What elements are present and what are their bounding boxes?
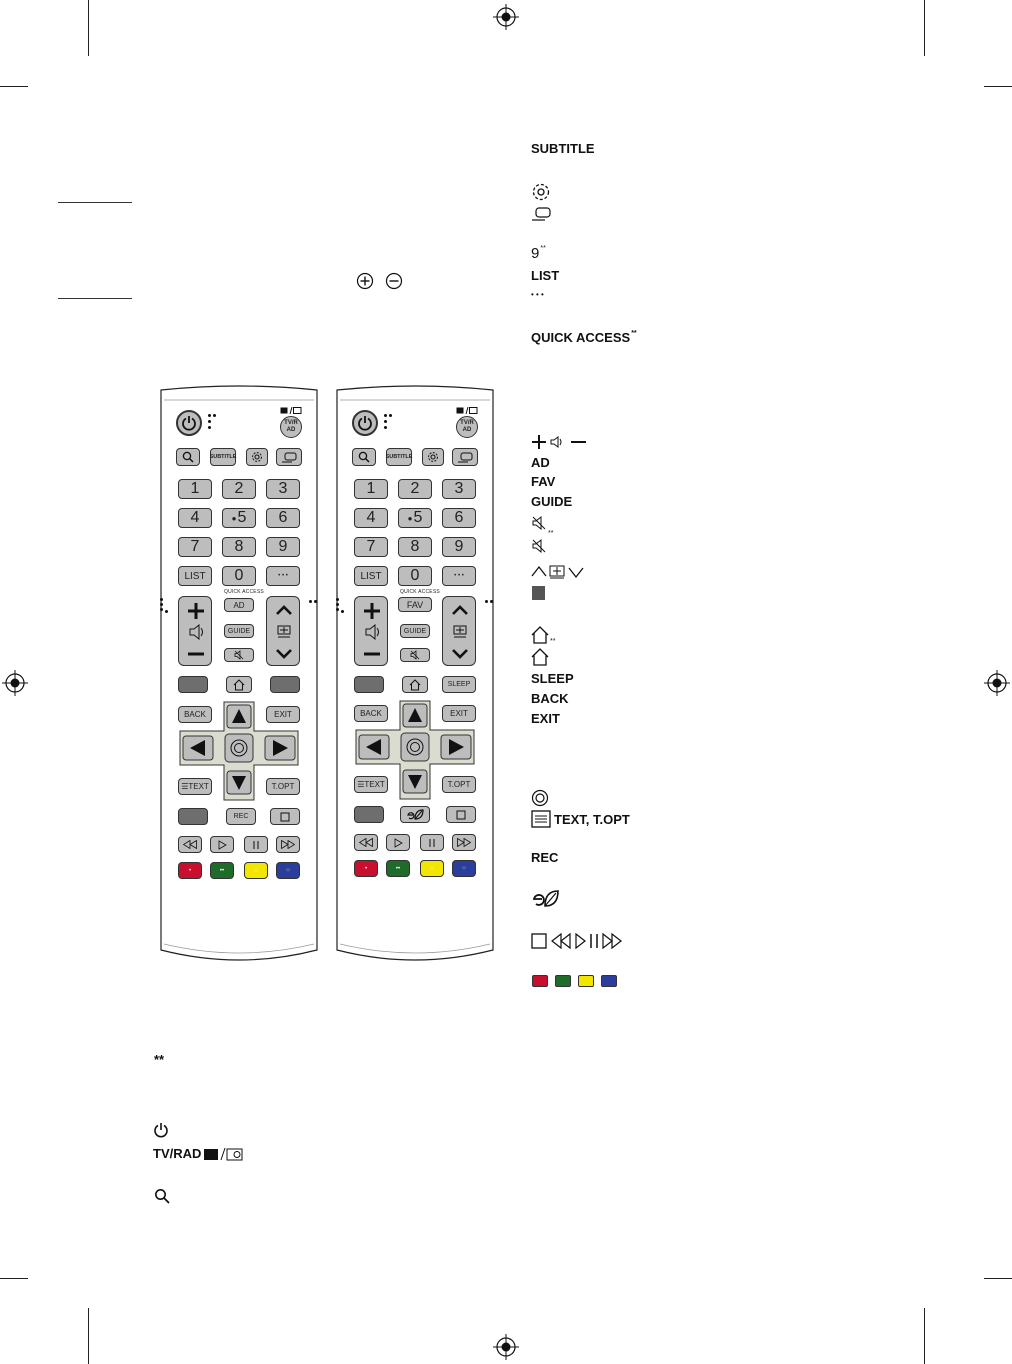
blue-button[interactable]: ⁘ — [276, 862, 300, 879]
digit-6-button[interactable]: 6 — [442, 508, 476, 528]
play-button[interactable] — [386, 834, 410, 851]
registration-mark-icon — [493, 1334, 519, 1360]
tv-radio-icon — [456, 406, 478, 415]
play-icon — [218, 840, 227, 850]
power-icon — [181, 415, 197, 431]
digit-5-button[interactable]: ● 5 — [222, 508, 256, 528]
legend-ad: AD — [531, 455, 550, 470]
input-icon — [281, 452, 297, 463]
digit-2-button[interactable]: 2 — [222, 479, 256, 499]
digit-9-button[interactable]: 9 — [266, 537, 300, 557]
text-button[interactable]: ☰ TEXT — [354, 776, 388, 793]
rewind-button[interactable] — [354, 834, 378, 851]
digit-1-button[interactable]: 1 — [178, 479, 212, 499]
legend-text-topt: TEXT, T.OPT — [531, 810, 630, 828]
crop-mark — [984, 1278, 1012, 1279]
digit-0-button[interactable]: 0 — [222, 566, 256, 586]
legend-dots: • • • — [531, 290, 544, 299]
quick-access-label: QUICK ACCESS — [224, 589, 264, 595]
guide-button[interactable]: GUIDE — [400, 624, 430, 638]
digit-9-button[interactable]: 9 — [442, 537, 476, 557]
sleep-button[interactable]: SLEEP — [442, 676, 476, 693]
pause-button[interactable] — [420, 834, 444, 851]
voice-dot — [213, 414, 216, 417]
remote-control-b — [334, 384, 496, 962]
divider — [58, 202, 132, 203]
legend-blue-key — [601, 975, 617, 987]
mute-icon — [234, 650, 244, 660]
search-icon — [154, 1188, 170, 1204]
subtitle-label: SUBTITLE — [209, 454, 237, 460]
input-icon — [457, 452, 473, 463]
digit-4-button[interactable]: 4 — [178, 508, 212, 528]
voice-dot — [208, 414, 211, 417]
mute-icon — [410, 650, 420, 660]
fast-forward-button[interactable] — [276, 836, 300, 853]
search-icon — [182, 451, 194, 463]
legend-fav: FAV — [531, 474, 556, 489]
energy-saving-icon — [406, 809, 424, 820]
tvrad-button[interactable] — [280, 416, 302, 438]
red-button[interactable]: • — [178, 862, 202, 879]
input-button[interactable] — [276, 448, 302, 466]
rewind-button[interactable] — [178, 836, 202, 853]
channel-icon — [443, 597, 477, 667]
input-button[interactable] — [452, 448, 478, 466]
legend-guide: GUIDE — [531, 494, 573, 509]
green-button[interactable]: •• — [210, 862, 234, 879]
legend-sleep: SLEEP — [531, 671, 574, 686]
more-actions-button[interactable]: • • • — [442, 566, 476, 586]
channel-icon — [267, 597, 301, 667]
energy-saving-icon — [531, 889, 559, 907]
legend-square-key — [532, 586, 545, 600]
channel-rocker[interactable] — [266, 596, 300, 666]
home-button[interactable] — [226, 676, 252, 693]
plus-circle-icon — [356, 272, 374, 290]
registration-mark-icon — [984, 670, 1010, 696]
list-button[interactable]: LIST — [354, 566, 388, 586]
digit-7-button[interactable]: 7 — [354, 537, 388, 557]
pause-button[interactable] — [244, 836, 268, 853]
home-icon — [531, 648, 549, 666]
digit-7-button[interactable]: 7 — [178, 537, 212, 557]
fast-forward-icon — [457, 838, 471, 847]
tv-radio-icon — [203, 1147, 243, 1161]
volume-icon — [531, 434, 587, 450]
settings-button[interactable] — [246, 448, 268, 466]
yellow-button[interactable]: ∴ — [244, 862, 268, 879]
digit-0-button[interactable]: 0 — [398, 566, 432, 586]
topt-button[interactable]: T.OPT — [266, 778, 300, 795]
voice-dot — [208, 420, 211, 423]
more-actions-button[interactable]: • • • — [266, 566, 300, 586]
fast-forward-button[interactable] — [452, 834, 476, 851]
power-icon — [153, 1122, 169, 1138]
crop-mark — [984, 86, 1012, 87]
exit-button[interactable]: EXIT — [442, 705, 476, 722]
note-tvrad: TV/RAD — [153, 1146, 243, 1161]
note-double-star: ** — [154, 1052, 165, 1067]
legend-back: BACK — [531, 691, 569, 706]
function-button-right[interactable] — [270, 676, 300, 693]
function-button-left[interactable] — [178, 676, 208, 693]
ad-button[interactable]: AD — [224, 598, 254, 612]
legend-nine: 9** — [531, 245, 546, 262]
stop-button[interactable] — [270, 808, 300, 825]
mute-icon — [531, 538, 547, 554]
gear-icon — [251, 451, 263, 463]
registration-mark-icon — [2, 670, 28, 696]
fav-button[interactable]: FAV — [398, 597, 432, 612]
quick-access-label: QUICK ACCESS — [400, 589, 440, 595]
volume-rocker[interactable] — [354, 596, 388, 666]
rewind-icon — [183, 840, 197, 849]
topt-button[interactable]: T.OPT — [442, 776, 476, 793]
legend-quick-access: QUICK ACCESS** — [531, 330, 637, 345]
fast-forward-icon — [281, 840, 295, 849]
back-button[interactable]: BACK — [178, 706, 212, 723]
crop-mark — [924, 1308, 925, 1364]
settings-button[interactable] — [422, 448, 444, 466]
play-button[interactable] — [210, 836, 234, 853]
crop-mark — [924, 0, 925, 56]
subtitle-button[interactable] — [386, 448, 412, 466]
tvrad-label: TV/RAD — [284, 420, 298, 433]
legend-mute-alt: ** — [531, 538, 553, 557]
digit-5-button[interactable]: ● 5 — [398, 508, 432, 528]
text-icon — [531, 810, 551, 828]
voice-dot — [208, 426, 211, 429]
digit-3-button[interactable]: 3 — [266, 479, 300, 499]
legend-green-key — [555, 975, 571, 987]
power-button[interactable] — [352, 410, 378, 436]
subtitle-label: SUBTITLE — [385, 454, 413, 460]
rec-button[interactable]: REC — [226, 808, 256, 825]
play-icon — [394, 838, 403, 848]
gear-icon — [531, 182, 551, 202]
legend-subtitle: SUBTITLE — [531, 141, 595, 156]
crop-mark — [88, 1308, 89, 1364]
stop-icon — [456, 810, 466, 820]
remote-control-a — [158, 384, 320, 962]
subtitle-button[interactable] — [210, 448, 236, 466]
power-icon — [357, 415, 373, 431]
power-button[interactable] — [176, 410, 202, 436]
text-button[interactable]: ☰ TEXT — [178, 778, 212, 795]
mute-button[interactable] — [400, 648, 430, 662]
pause-icon — [428, 838, 436, 848]
exit-button[interactable]: EXIT — [266, 706, 300, 723]
volume-icon — [355, 597, 389, 667]
digit-6-button[interactable]: 6 — [266, 508, 300, 528]
legend-exit: EXIT — [531, 711, 560, 726]
digit-4-button[interactable]: 4 — [354, 508, 388, 528]
digit-8-button[interactable]: 8 — [222, 537, 256, 557]
search-icon — [358, 451, 370, 463]
stop-icon — [280, 812, 290, 822]
blue-button[interactable]: ⁘ — [452, 860, 476, 877]
tvrad-label: TV/RAD — [460, 420, 474, 433]
registration-mark-icon — [493, 4, 519, 30]
back-button[interactable]: BACK — [354, 705, 388, 722]
function-button-bottom[interactable] — [354, 806, 384, 823]
home-icon — [233, 679, 245, 691]
function-button-bottom[interactable] — [178, 808, 208, 825]
mute-icon — [531, 515, 547, 531]
tv-radio-icon — [280, 406, 302, 415]
volume-icon — [179, 597, 213, 667]
crop-mark — [0, 1278, 28, 1279]
home-icon — [409, 679, 421, 691]
digit-2-button[interactable]: 2 — [398, 479, 432, 499]
minus-circle-icon — [385, 272, 403, 290]
red-button[interactable]: • — [354, 860, 378, 877]
legend-list: LIST — [531, 268, 560, 283]
home-button[interactable] — [402, 676, 428, 693]
mute-button[interactable] — [224, 648, 254, 662]
channel-rocker[interactable] — [442, 596, 476, 666]
stop-button[interactable] — [446, 806, 476, 823]
yellow-button[interactable]: ∴ — [420, 860, 444, 877]
rewind-icon — [359, 838, 373, 847]
tvrad-button[interactable] — [456, 416, 478, 438]
green-button[interactable]: •• — [386, 860, 410, 877]
list-button[interactable]: LIST — [178, 566, 212, 586]
input-icon — [531, 207, 551, 221]
search-button[interactable] — [352, 448, 376, 466]
digit-8-button[interactable]: 8 — [398, 537, 432, 557]
legend-home-alt: ** — [531, 648, 555, 671]
legend-yellow-key — [578, 975, 594, 987]
crop-mark — [0, 86, 28, 87]
digit-1-button[interactable]: 1 — [354, 479, 388, 499]
gear-icon — [427, 451, 439, 463]
legend-rec: REC — [531, 850, 559, 865]
digit-3-button[interactable]: 3 — [442, 479, 476, 499]
legend-red-key — [532, 975, 548, 987]
function-button-left[interactable] — [354, 676, 384, 693]
search-button[interactable] — [176, 448, 200, 466]
crop-mark — [88, 0, 89, 56]
playback-controls-icon — [531, 932, 633, 950]
guide-button[interactable]: GUIDE — [224, 624, 254, 638]
pause-icon — [252, 840, 260, 850]
divider — [58, 298, 132, 299]
home-icon — [531, 626, 549, 644]
ok-wheel-icon — [531, 789, 549, 807]
energy-saving-button[interactable] — [400, 806, 430, 823]
volume-rocker[interactable] — [178, 596, 212, 666]
channel-icon — [531, 564, 585, 580]
